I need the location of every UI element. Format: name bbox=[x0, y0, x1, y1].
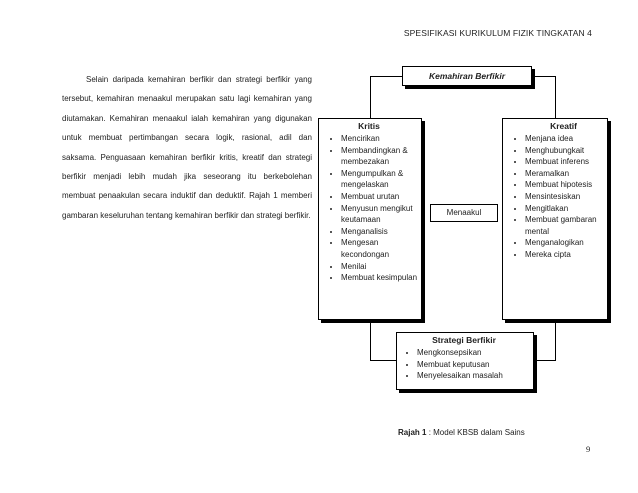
list-item: • Menganalogikan bbox=[525, 237, 605, 249]
list-item: • Membuat keputusan bbox=[417, 359, 531, 371]
menaakul-box: Menaakul bbox=[430, 204, 498, 222]
kemahiran-berfikir-box: Kemahiran Berfikir bbox=[402, 66, 532, 86]
list-item: • Mengumpulkan & mengelaskan bbox=[341, 168, 419, 191]
list-item: • Mencirikan bbox=[341, 133, 419, 145]
list-item: • Mengitlakan bbox=[525, 203, 605, 215]
list-item: • Menyelesaikan masalah bbox=[417, 370, 531, 382]
kritis-title: Kritis bbox=[358, 121, 380, 131]
list-item: • Menghubungkait bbox=[525, 145, 605, 157]
caption-label: Rajah 1 bbox=[398, 428, 427, 437]
list-item: • Menyusun mengikut keutamaan bbox=[341, 203, 419, 226]
list-item: • Menilai bbox=[341, 261, 419, 273]
caption-text: : Model KBSB dalam Sains bbox=[426, 428, 525, 437]
strategi-title: Strategi Berfikir bbox=[432, 335, 496, 345]
list-item: • Menjana idea bbox=[525, 133, 605, 145]
connector-line bbox=[370, 76, 371, 118]
list-item: • Membuat hipotesis bbox=[525, 179, 605, 191]
connector-line bbox=[537, 360, 556, 361]
connector-line bbox=[370, 322, 371, 360]
connector-line bbox=[555, 76, 556, 118]
list-item: • Membuat urutan bbox=[341, 191, 419, 203]
connector-line bbox=[535, 76, 556, 77]
list-item: • Membandingkan & membezakan bbox=[341, 145, 419, 168]
strategi-berfikir-box bbox=[396, 332, 534, 390]
figure-caption bbox=[398, 428, 525, 437]
list-item: • Menganalisis bbox=[341, 226, 419, 238]
list-item: • Membuat kesimpulan bbox=[341, 272, 419, 284]
list-item: • Mengkonsepsikan bbox=[417, 347, 531, 359]
kreatif-title: Kreatif bbox=[550, 121, 577, 131]
page-header: SPESIFIKASI KURIKULUM FIZIK TINGKATAN 4 bbox=[403, 28, 592, 38]
kreatif-box bbox=[502, 118, 608, 320]
connector-line bbox=[370, 76, 402, 77]
list-item: • Membuat gambaran mental bbox=[525, 214, 605, 237]
page-number: 9 bbox=[586, 444, 591, 454]
list-item: • Mengesan kecondongan bbox=[341, 237, 419, 260]
list-item: • Mereka cipta bbox=[525, 249, 605, 261]
connector-line bbox=[370, 360, 396, 361]
list-item: • Meramalkan bbox=[525, 168, 605, 180]
body-paragraph: Selain daripada kemahiran berfikir dan strategi berfikir yang tersebut, kemahiran menaakul merupakan satu lagi kemahiran yang diutamakan. Kemahiran menaakul ialah kemahiran yang digunakan untuk membuat pertimbangan secara logik, rasional, adil dan saksama. Penguasaan kemahiran berfikir kritis, kreatif dan strategi berfikir menjadi lebih mudah jika seseorang itu berkebolehan membuat penaakulan secara induktif dan deduktif. Rajah 1 memberi gambaran keseluruhan tentang kemahiran berfikir dan strategi berfikir. bbox=[62, 75, 312, 220]
kritis-box bbox=[318, 118, 422, 320]
list-item: • Membuat inferens bbox=[525, 156, 605, 168]
list-item: • Mensintesiskan bbox=[525, 191, 605, 203]
connector-line bbox=[555, 322, 556, 360]
